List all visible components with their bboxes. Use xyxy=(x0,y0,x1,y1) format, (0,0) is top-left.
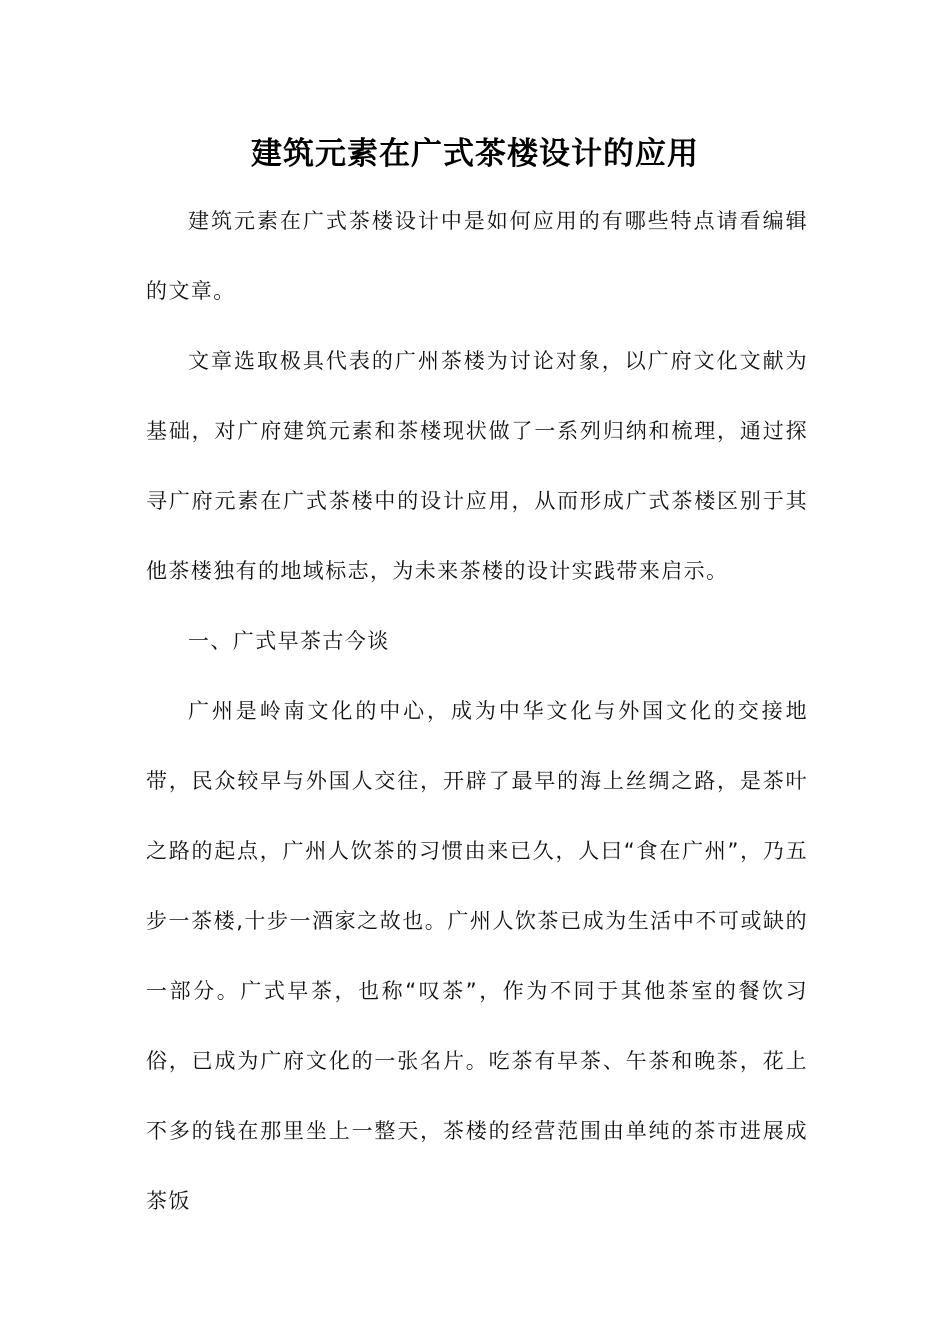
paragraph-intro: 建筑元素在广式茶楼设计中是如何应用的有哪些特点请看编辑的文章。 xyxy=(146,209,808,303)
section-heading: 一、广式早茶古今谈 xyxy=(188,629,390,653)
document-title: 建筑元素在广式茶楼设计的应用 xyxy=(251,136,699,172)
paragraph-abstract: 文章选取极具代表的广州茶楼为讨论对象，以广府文化文献为基础，对广府建筑元素和茶楼现状做了一系列归纳和梳理，通过探寻广府元素在广式茶楼中的设计应用，从而形成广式茶楼区别于其他茶楼独有的地域标志，为未来茶楼的设计实践带来启示。 xyxy=(146,349,808,583)
paragraph-section-one: 广州是岭南文化的中心，成为中华文化与外国文化的交接地带，民众较早与外国人交往，开辟了最早的海上丝绸之路，是茶叶之路的起点，广州人饮茶的习惯由来已久，人曰“食在广州”，乃五步一茶楼,十步一酒家之故也。广州人饮茶已成为生活中不可或缺的一部分。广式早茶，也称“叹茶”，作为不同于其他茶室的餐饮习俗，已成为广府文化的一张名片。吃茶有早茶、午茶和晚茶，花上不多的钱在那里坐上一整天，茶楼的经营范围由单纯的茶市进展成茶饭 xyxy=(146,699,808,1213)
document-body xyxy=(146,186,808,1236)
